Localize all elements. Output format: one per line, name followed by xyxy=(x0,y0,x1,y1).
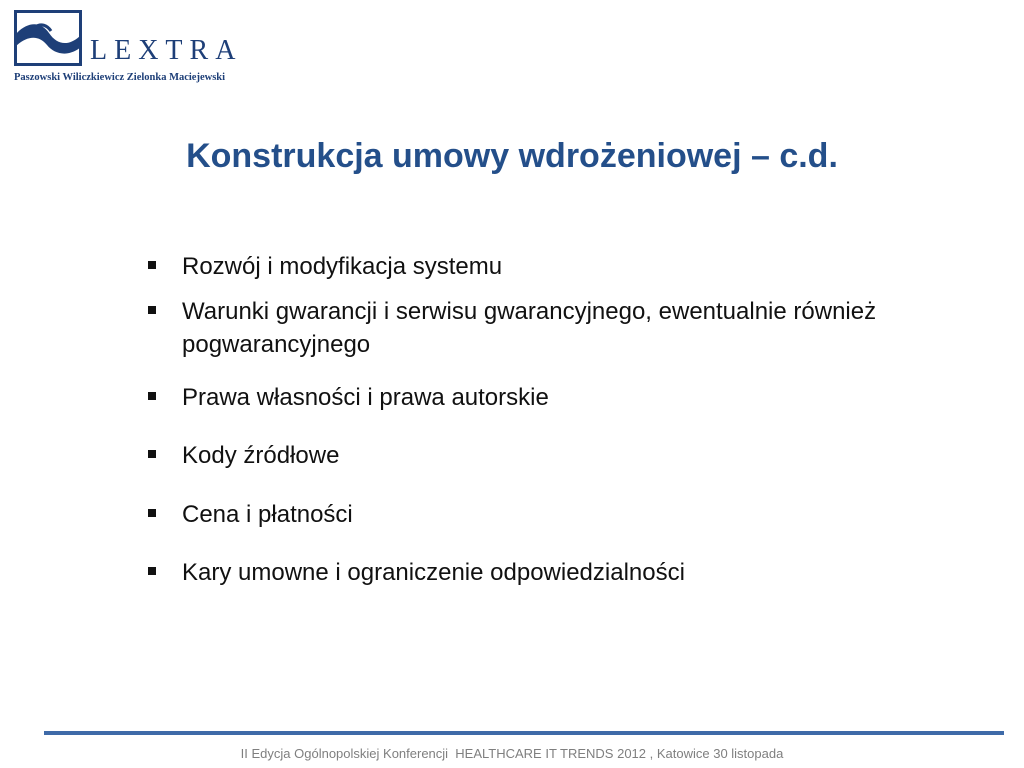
footer-divider xyxy=(44,731,1004,735)
square-bullet-icon xyxy=(148,392,156,400)
bullet-item xyxy=(140,381,930,414)
bullet-text: Rozwój i modyfikacja systemu xyxy=(182,253,503,280)
bullet-item xyxy=(140,295,930,361)
logo-wave-icon xyxy=(14,10,82,66)
bullet-text: Warunki gwarancji i serwisu gwarancyjnego, ewentualnie również pogwarancyjnego xyxy=(182,298,877,358)
logo-subtitle: Paszowski Wiliczkiewicz Zielonka Maciejewski xyxy=(14,72,226,83)
bullet-text: Kody źródłowe xyxy=(182,442,340,469)
square-bullet-icon xyxy=(148,450,156,458)
square-bullet-icon xyxy=(148,509,156,517)
square-bullet-icon xyxy=(148,306,156,314)
logo-name: LEXTRA xyxy=(90,35,243,66)
square-bullet-icon xyxy=(148,261,156,269)
company-logo xyxy=(14,10,264,90)
slide-title: Konstrukcja umowy wdrożeniowej – c.d. xyxy=(186,137,838,175)
bullet-item xyxy=(140,439,930,472)
bullet-item xyxy=(140,250,930,283)
square-bullet-icon xyxy=(148,567,156,575)
bullet-item xyxy=(140,556,930,589)
bullet-item xyxy=(140,498,930,531)
bullet-text: Kary umowne i ograniczenie odpowiedzialności xyxy=(182,559,685,586)
bullet-text: Cena i płatności xyxy=(182,501,353,528)
footer-text: II Edycja Ogólnopolskiej Konferencji HEALTHCARE IT TRENDS 2012 , Katowice 30 listopada xyxy=(240,746,784,761)
bullet-text: Prawa własności i prawa autorskie xyxy=(182,384,549,411)
